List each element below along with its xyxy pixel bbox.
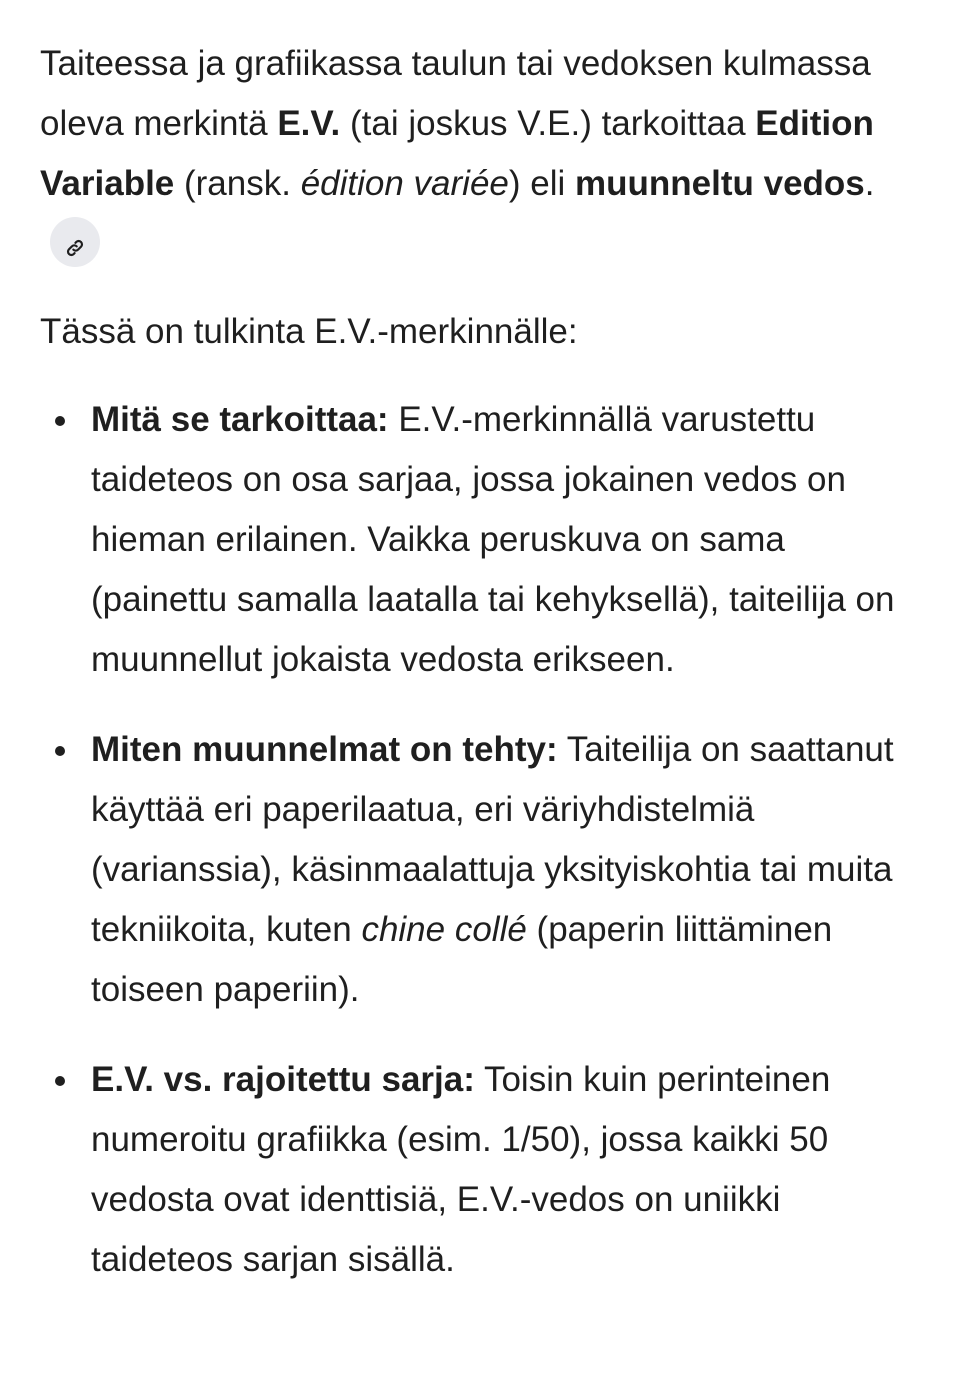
- link-icon: [65, 238, 85, 258]
- text: .: [864, 164, 875, 203]
- list-item: [91, 720, 924, 1020]
- bullet-list: [40, 390, 924, 1290]
- bullet-text: Toisin kuin perinteinen numeroitu grafiikka (esim. 1/50), jossa kaikki 50 vedosta ovat identtisiä, E.V.-vedos on uniikki taideteos sarjan sisällä.: [91, 1060, 831, 1279]
- bold-term-ev: E.V.: [277, 104, 341, 143]
- list-item: [91, 390, 924, 690]
- text: Taiteessa ja grafiikassa taulun tai vedoksen kulmassa oleva merkintä: [40, 44, 871, 143]
- bullet-title: Miten muunnelmat on tehty:: [91, 730, 558, 769]
- bullet-text: (paperin liittäminen toiseen paperiin).: [91, 910, 833, 1009]
- text: ) eli: [508, 164, 576, 203]
- lead-paragraph: Tässä on tulkinta E.V.-merkinnälle:: [40, 312, 578, 351]
- italic-term: chine collé: [361, 910, 527, 949]
- bullet-text: Taiteilija on saattanut käyttää eri paperilaatua, eri väriyhdistelmiä (varianssia), käsinmaalattuja yksityiskohtia tai muita tekniikoita, kuten: [91, 730, 894, 949]
- bold-term-edition-variable: Edition Variable: [40, 104, 874, 203]
- list-item: [91, 1050, 924, 1290]
- bold-term-muunneltu-vedos: muunneltu vedos: [575, 164, 865, 203]
- bullet-title: E.V. vs. rajoitettu sarja:: [91, 1060, 475, 1099]
- bullet-title: Mitä se tarkoittaa:: [91, 400, 389, 439]
- source-link-button[interactable]: [50, 217, 100, 267]
- bullet-text: E.V.-merkinnällä varustettu taideteos on osa sarjaa, jossa jokainen vedos on hieman erilainen. Vaikka peruskuva on sama (painettu samalla laatalla tai kehyksellä), taiteilija on muunnellut jokaista vedosta erikseen.: [91, 400, 895, 679]
- text: (ransk.: [174, 164, 301, 203]
- text: (tai joskus V.E.) tarkoittaa: [340, 104, 756, 143]
- intro-paragraph: [40, 34, 924, 274]
- italic-term: édition variée: [300, 164, 509, 203]
